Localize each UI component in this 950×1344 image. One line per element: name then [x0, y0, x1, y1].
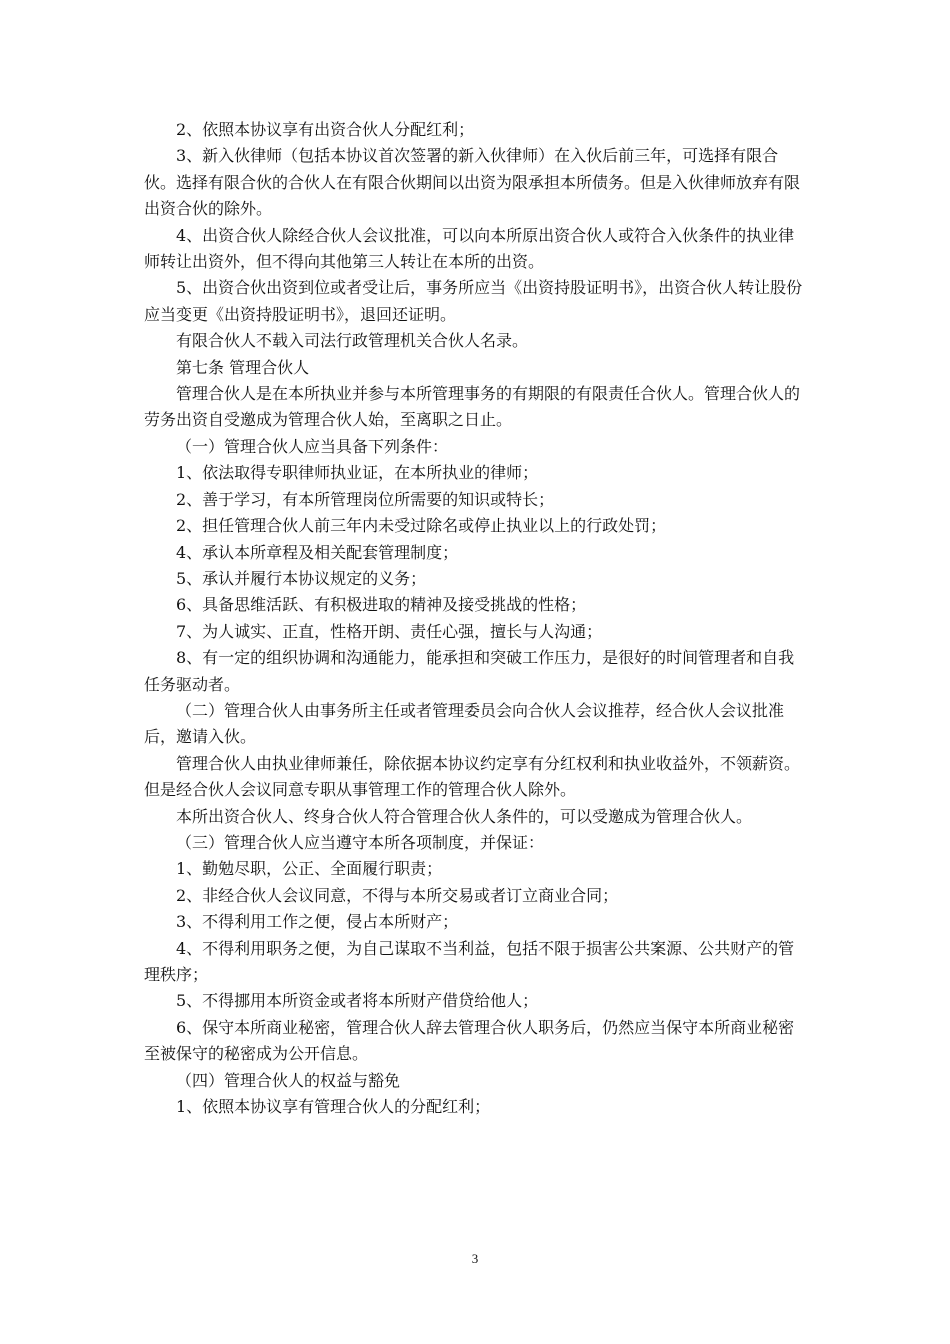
page-number: 3 [471, 1251, 479, 1266]
list-item: 2、善于学习，有本所管理岗位所需要的知识或特长； [176, 489, 555, 509]
section-heading: 第七条 管理合伙人 [176, 357, 310, 377]
document-body [144, 117, 808, 1120]
subsection-heading: （四）管理合伙人的权益与豁免 [176, 1070, 401, 1090]
list-item: 2、非经合伙人会议同意，不得与本所交易或者订立商业合同； [176, 885, 619, 905]
list-item: 5、承认并履行本协议规定的义务； [176, 568, 427, 588]
subsection-heading: （一）管理合伙人应当具备下列条件： [176, 436, 449, 456]
list-item: 5、不得挪用本所资金或者将本所财产借贷给他人； [176, 991, 539, 1011]
list-item: 6、保守本所商业秘密，管理合伙人辞去管理合伙人职务后，仍然应当保守本所商业秘密至被保守的秘密成为公开信息。 [144, 1017, 795, 1064]
list-item: 4、承认本所章程及相关配套管理制度； [176, 542, 459, 562]
list-item: 8、有一定的组织协调和沟通能力，能承担和突破工作压力，是很好的时间管理者和自我任务驱动者。 [144, 648, 795, 694]
subsection-heading: （二）管理合伙人由事务所主任或者管理委员会向合伙人会议推荐，经合伙人会议批准后，邀请入伙。 [144, 700, 785, 747]
list-item: 4、不得利用职务之便，为自己谋取不当利益，包括不限于损害公共案源、公共财产的管理秩序； [144, 938, 795, 984]
paragraph: 2、依照本协议享有出资合伙人分配红利； [176, 120, 475, 139]
paragraph: 管理合伙人由执业律师兼任，除依据本协议约定享有分红权利和执业收益外，不领薪资。但是经合伙人会议同意专职从事管理工作的管理合伙人除外。 [144, 753, 801, 800]
list-item: 7、为人诚实、正直，性格开朗、责任心强，擅长与人沟通； [176, 621, 603, 641]
paragraph: 有限合伙人不载入司法行政管理机关合伙人名录。 [176, 331, 529, 351]
paragraph: 管理合伙人是在本所执业并参与本所管理事务的有期限的有限责任合伙人。管理合伙人的劳务出资自受邀成为管理合伙人始，至离职之日止。 [144, 384, 801, 430]
subsection-heading: （三）管理合伙人应当遵守本所各项制度，并保证： [176, 832, 545, 852]
paragraph: 5、出资合伙出资到位或者受让后，事务所应当《出资持股证明书》，出资合伙人转让股份应当变更《出资持股证明书》，退回还证明。 [144, 278, 803, 324]
paragraph: 4、出资合伙人除经合伙人会议批准，可以向本所原出资合伙人或符合入伙条件的执业律师转让出资外，但不得向其他第三人转让在本所的出资。 [144, 225, 795, 272]
list-item: 3、不得利用工作之便，侵占本所财产； [176, 912, 459, 932]
list-item: 1、依法取得专职律师执业证，在本所执业的律师； [176, 463, 539, 483]
list-item: 2、担任管理合伙人前三年内未受过除名或停止执业以上的行政处罚； [176, 516, 667, 536]
paragraph: 本所出资合伙人、终身合伙人符合管理合伙人条件的，可以受邀成为管理合伙人。 [176, 806, 753, 826]
list-item: 1、勤勉尽职，公正、全面履行职责； [176, 859, 443, 879]
paragraph: 3、新入伙律师（包括本协议首次签署的新入伙律师）在入伙后前三年，可选择有限合伙。选择有限合伙的合伙人在有限合伙期间以出资为限承担本所债务。但是入伙律师放弃有限出资合伙的除外。 [144, 146, 801, 219]
list-item: 1、依照本协议享有管理合伙人的分配红利； [176, 1097, 491, 1117]
list-item: 6、具备思维活跃、有积极进取的精神及接受挑战的性格； [176, 595, 587, 615]
